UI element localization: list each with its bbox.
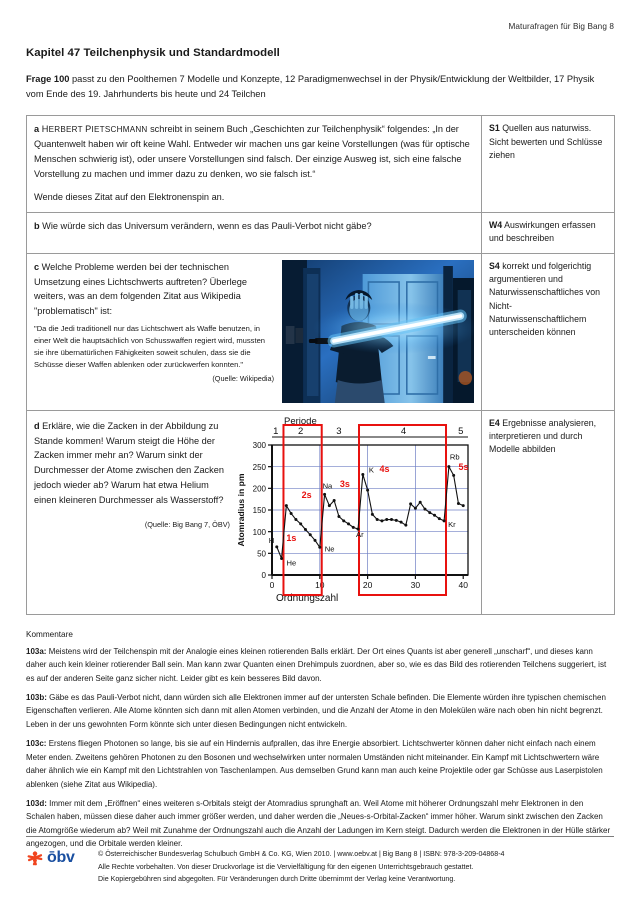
page-title: Kapitel 47 Teilchenphysik und Standardmodell — [26, 47, 280, 59]
question-cell-a — [27, 116, 482, 213]
svg-text:5s: 5s — [458, 461, 469, 472]
photo-graphic — [282, 260, 474, 403]
comment-text: Immer mit dem „Eröffnen“ eines weiteren s-Orbitals steigt der Atomradius sprunghaft an. Weil Atome mit höherer Ordnungszahl mehr Elektronen in den Schalen haben, müssen diese daher auch immer größer werden, und daher werden die „Neues-s-Orbital-Zacken“ immer höher. Warum sinkt zwischen den Zacken die Atomgröße wiederum ab? Weil mit Zunahme der Ordnungszahl auch die Anzahl der Ladungen im Kern steigt. Dadurch werden die Elektronen in der Hülle stärker angezogen, und die Orbitale werden kleiner. — [26, 799, 611, 849]
comment-item — [26, 691, 614, 731]
footer-text — [98, 848, 505, 885]
skill-b — [489, 219, 607, 246]
item-label-d: d — [34, 420, 40, 431]
svg-text:150: 150 — [252, 505, 266, 515]
atomradius-chart — [234, 417, 474, 607]
skill-a — [489, 122, 607, 162]
item-label-c: c — [34, 261, 40, 272]
svg-text:2s: 2s — [301, 489, 312, 500]
svg-text:3s: 3s — [339, 478, 350, 489]
table-row — [27, 212, 615, 253]
skill-text-a: Quellen aus naturwiss. Sicht bewerten und Schlüsse ziehen — [489, 123, 603, 161]
footer-divider — [26, 836, 614, 837]
comments-heading: Kommentare — [26, 629, 73, 639]
svg-text:30: 30 — [410, 579, 421, 590]
svg-text:Ar: Ar — [356, 529, 364, 539]
svg-text:Kr: Kr — [448, 519, 456, 529]
svg-text:40: 40 — [458, 579, 468, 590]
svg-text:0: 0 — [261, 570, 266, 580]
quote-source: (Quelle: Wikipedia) — [212, 373, 274, 383]
question-c-text: Welche Probleme werden bei der technischen Umsetzung eines Lichtschwerts auftreten? Überlege weiters, was an dem folgenden Zitat aus Wikipedia "problematisch" ist: — [34, 261, 247, 317]
page-footer — [26, 836, 614, 885]
question-table — [26, 115, 615, 614]
svg-text:20: 20 — [362, 579, 373, 590]
obv-wordmark: ōbv — [47, 849, 75, 867]
obv-logo — [26, 848, 88, 867]
comment-text: Gäbe es das Pauli-Verbot nicht, dann würden sich alle Elektronen immer auf der untersten Schale befinden. Die Elemente würden ihre typischen chemischen Eigenschaften verlieren. Alle Atome könnten sich dann mit allen Atomen verbinden, und die Anzahl der Atome in den Molekülen wäre nach oben hin nicht begrenzt. Leben in der uns gewohnten Form könnte sich unter diesen Bedingungen nicht entwickeln. — [26, 692, 606, 729]
wikipedia-quote: "Da die Jedi traditionell nur das Lichtschwert als Waffe benutzen, in einer Welt die hauptsächlich von Schusswaffen regiert wird, mussten sie ihre übernatürlichen Fähigkeiten soweit schulen, dass sie die Schüsse dieser Waffen ablenken oder zurückwerfen konnten." — [34, 324, 266, 369]
question-cell-c — [27, 253, 482, 410]
svg-text:100: 100 — [252, 527, 266, 537]
svg-text:4: 4 — [400, 425, 407, 437]
svg-text:1: 1 — [273, 425, 279, 437]
running-head: Maturafragen für Big Bang 8 — [508, 22, 614, 31]
comment-id: 103d: — [26, 799, 47, 808]
comment-id: 103b: — [26, 692, 47, 702]
comment-id: 103a: — [26, 646, 47, 656]
svg-text:Atomradius in pm: Atomradius in pm — [236, 473, 246, 547]
question-d-body — [34, 419, 230, 508]
svg-text:3: 3 — [336, 425, 342, 437]
skill-code-c: S4 — [489, 260, 500, 271]
svg-text:5: 5 — [458, 425, 464, 437]
svg-text:2: 2 — [298, 425, 304, 437]
comment-id: 103c: — [26, 739, 47, 749]
svg-text:Na: Na — [322, 481, 333, 491]
skill-code-a: S1 — [489, 123, 500, 134]
question-a-quote: schreibt in seinem Buch „Geschichten zur Teilchenphysik“ folgendes: „In der Quantenwelt haben wir oft keine Wahl. Entweder wir machen uns gar keine Vorstellungen (was für optische Menschen schwierig ist), oder unsere Vorstellungen sind falsch. Der einzige Ausweg ist, sich eine falsche Vorstellung zu machen und immer dazu zu denken, wo sie falsch ist.“ — [34, 124, 470, 180]
item-label-a: a — [34, 124, 40, 135]
question-text-b — [34, 219, 474, 234]
svg-text:250: 250 — [252, 462, 266, 472]
svg-text:K: K — [368, 465, 374, 475]
svg-text:Ordnungszahl: Ordnungszahl — [276, 592, 339, 604]
svg-text:300: 300 — [252, 440, 266, 450]
question-c-body — [34, 260, 274, 320]
svg-text:4s: 4s — [379, 463, 390, 474]
comment-item — [26, 737, 614, 791]
skill-text-c: korrekt und folgerichtig argumentieren und Naturwissenschaftliches von Nicht-Naturwissenschaftlichem unterscheiden können — [489, 260, 600, 338]
comment-item — [26, 645, 614, 685]
skill-cell-d — [482, 410, 615, 614]
footer-line-3: Die Kopiergebühren sind abgegolten. Für Veränderungen durch Dritte übernimmt der Verlag keine Verantwortung. — [98, 874, 456, 883]
atomic-radius-figure — [236, 417, 474, 607]
skill-code-d: E4 — [489, 417, 500, 428]
table-row — [27, 253, 615, 410]
svg-text:Periode: Periode — [284, 416, 317, 427]
author-name: HERBERT PIETSCHMANN — [41, 124, 148, 135]
frage-text: passt zu den Poolthemen 7 Modelle und Konzepte, 12 Paradigmenwechsel in der Physik/Entwicklung der Weltbilder, 17 Physik vom Ende des 19. Jahrhunderts bis heute und 24 Teilchen — [26, 74, 595, 99]
skill-code-b: W4 — [489, 219, 503, 230]
table-row — [27, 410, 615, 614]
svg-text:0: 0 — [269, 579, 275, 590]
footer-line-2: Alle Rechte vorbehalten. Von dieser Druckvorlage ist die Vervielfältigung für den eigenen Unterrichtsgebrauch gestattet. — [98, 862, 474, 871]
chart-container — [234, 417, 474, 607]
skill-c — [489, 260, 607, 340]
question-cell-d — [27, 410, 482, 614]
table-row — [27, 116, 615, 213]
comment-text: Erstens fliegen Photonen so lange, bis sie auf ein Hindernis aufprallen, das ihre Energie absorbiert. Lichtschwerter können daher nicht einfach nach einem Meter enden. Zweitens gehören Photonen zu den Bosonen und wechselwirken unter normalen Umständen nicht miteinander. Ein Kampf mit Lichtschwertern wäre daher ähnlich wie ein Kampf mit den Lichtstrahlen von Taschenlampen. Aus demselben Grund kann man auch keine Projektile oder gar Schüsse aus Laserpistolen ablenken (siehe Zitat aus Wikipedia). — [26, 739, 603, 789]
comments-section — [26, 630, 614, 851]
question-d-text: Erkläre, wie die Zacken in der Abbildung zu Stande kommen! Warum steigt die Höhe der Zacken immer mehr an? Warum sinkt der Durchmesser der Atome zwischen den Zacken jedoch wieder ab? Warum hat etwa Helium einen kleineren Durchmesser als Wasserstoff? — [34, 420, 224, 506]
question-a-task: Wende dieses Zitat auf den Elektronenspin an. — [34, 192, 225, 202]
frage-intro — [26, 72, 614, 101]
comment-text: Meistens wird der Teilchenspin mit der Analogie eines kleinen rotierenden Balls erklärt. Der Ort eines Quants ist aber generell „unscharf“, und dieses kann daher auch kein kleiner rotierender Ball sein. Man kann zwar Quanten einen Drehimpuls zuordnen, aber so, wie es das Bild des rotierenden Teilchens suggeriert, ist es auf der anderen Seite ganz sicher nicht. Leider gibt es kein besseres Bild davon. — [26, 646, 607, 683]
question-text-c — [34, 260, 274, 320]
question-a-body — [34, 122, 474, 182]
skill-text-b: Auswirkungen erfassen und beschreiben — [489, 219, 596, 244]
svg-text:1s: 1s — [286, 532, 297, 543]
figure-source: (Quelle: Big Bang 7, ÖBV) — [144, 520, 230, 530]
footer-line-1: © Österreichischer Bundesverlag Schulbuch GmbH & Co. KG, Wien 2010. | www.oebv.at | Big Bang 8 | ISBN: 978-3-209-04868-4 — [98, 850, 505, 859]
svg-text:10: 10 — [315, 579, 325, 590]
svg-text:He: He — [286, 558, 297, 568]
svg-text:50: 50 — [257, 549, 266, 559]
skill-text-d: Ergebnisse analysieren, interpretieren und durch Modelle abbilden — [489, 417, 597, 455]
question-cell-b — [27, 212, 482, 253]
skill-cell-c — [482, 253, 615, 410]
question-text-a — [34, 122, 474, 205]
question-text-d — [34, 419, 230, 508]
svg-text:Rb: Rb — [449, 452, 460, 462]
skill-cell-a — [482, 116, 615, 213]
skill-cell-b — [482, 212, 615, 253]
obv-star-icon — [26, 849, 44, 867]
question-b-body — [34, 219, 474, 234]
svg-text:H: H — [268, 535, 275, 545]
svg-text:Ne: Ne — [324, 543, 335, 553]
question-b-text: Wie würde sich das Universum verändern, wenn es das Pauli-Verbot nicht gäbe? — [39, 220, 372, 231]
frage-label: Frage 100 — [26, 74, 70, 84]
skill-d — [489, 417, 607, 457]
svg-text:200: 200 — [252, 484, 266, 494]
item-label-b: b — [34, 220, 40, 231]
lightsaber-photo — [282, 260, 474, 403]
